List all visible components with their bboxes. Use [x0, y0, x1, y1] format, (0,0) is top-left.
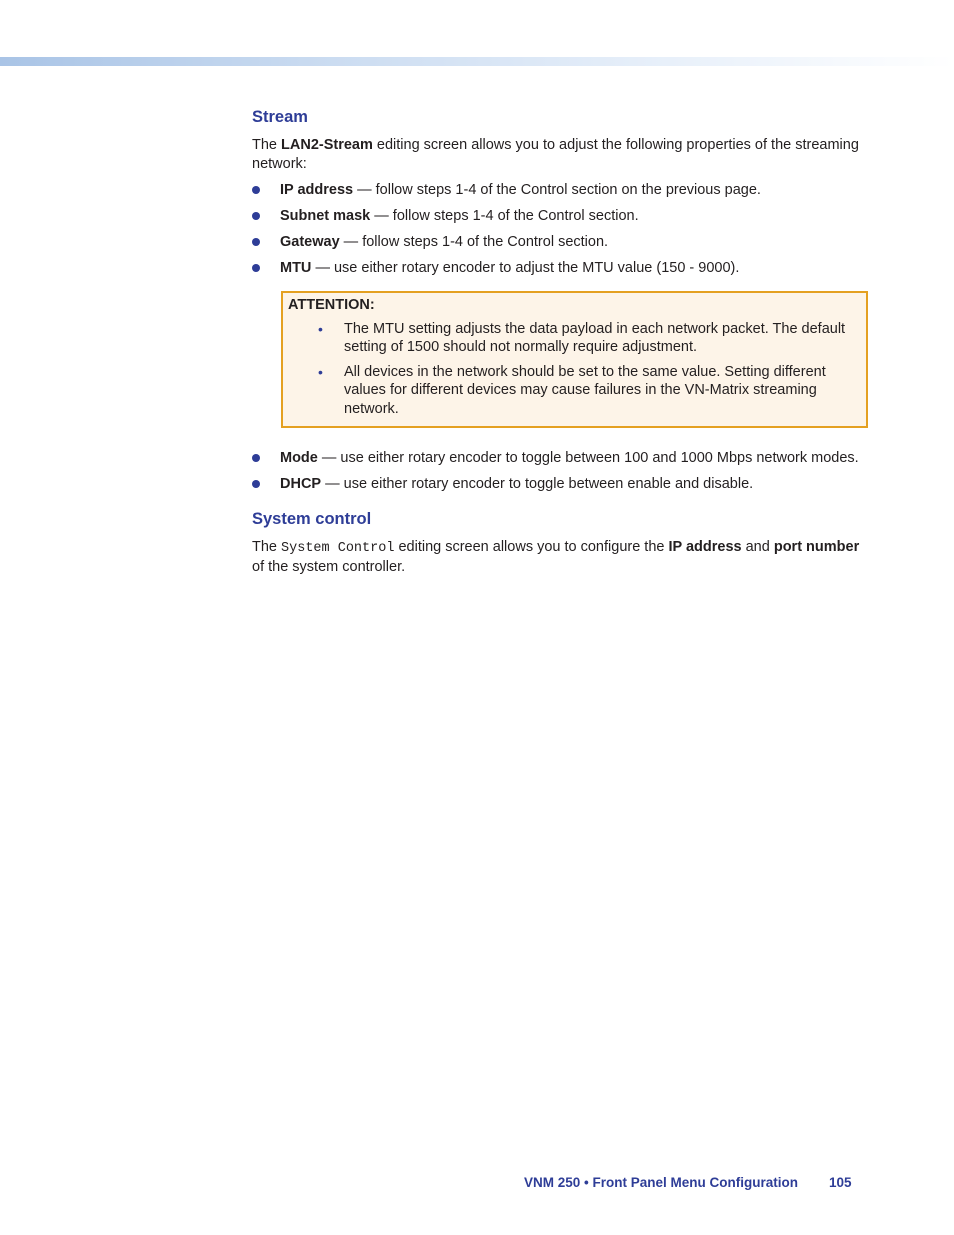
- list-item-term: Subnet mask: [280, 208, 371, 224]
- page-number: 105: [829, 1175, 852, 1190]
- sc-text-2: editing screen allows you to configure the: [394, 538, 669, 555]
- attention-item-text: All devices in the network should be set to the same value. Setting different values for different devices may cause failures in the VN-Matrix streaming network.: [344, 363, 826, 417]
- sc-text-4: of the system controller.: [252, 559, 406, 575]
- attention-title: ATTENTION:: [288, 296, 375, 313]
- page-content: [252, 107, 872, 585]
- stream-intro-bold: LAN2-Stream: [281, 137, 373, 153]
- section-heading-stream: Stream: [252, 108, 308, 126]
- list-item-term: Gateway: [280, 234, 340, 250]
- list-item: [252, 181, 872, 200]
- attention-item-text: The MTU setting adjusts the data payload in each network packet. The default setting of 1500 should not normally require adjustment.: [344, 320, 846, 355]
- system-control-paragraph: [252, 538, 872, 577]
- list-item-desc: — follow steps 1-4 of the Control section on the previous page.: [353, 182, 761, 198]
- bullet-icon: [252, 264, 260, 272]
- small-bullet-icon: •: [318, 363, 323, 380]
- list-item-desc: — use either rotary encoder to toggle between 100 and 1000 Mbps network modes.: [317, 450, 859, 466]
- list-item-desc: — use either rotary encoder to adjust the MTU value (150 - 9000).: [311, 260, 740, 276]
- attention-item: [288, 363, 858, 419]
- small-bullet-icon: •: [318, 320, 323, 337]
- list-item-term: Mode: [280, 450, 318, 466]
- list-item: [252, 449, 872, 468]
- sc-bold-1: IP address: [668, 538, 742, 555]
- list-item-term: IP address: [280, 182, 354, 198]
- footer-title: VNM 250 • Front Panel Menu Configuration: [524, 1175, 798, 1190]
- list-item: [252, 475, 872, 494]
- sc-text-3: and: [741, 538, 774, 555]
- bullet-icon: [252, 238, 260, 246]
- bullet-icon: [252, 212, 260, 220]
- section-heading-system-control: System control: [252, 509, 372, 528]
- attention-list: [288, 320, 858, 419]
- attention-item: [288, 320, 858, 357]
- list-item: [252, 259, 872, 278]
- stream-intro-pre: The: [252, 137, 282, 153]
- list-item: [252, 207, 872, 226]
- sc-text-1: The: [252, 538, 282, 555]
- bullet-icon: [252, 186, 260, 194]
- bullet-icon: [252, 480, 260, 488]
- list-item-desc: — follow steps 1-4 of the Control section.: [339, 234, 609, 250]
- bullet-icon: [252, 454, 260, 462]
- list-item-desc: — follow steps 1-4 of the Control section.: [370, 208, 639, 224]
- list-item-term: DHCP: [280, 476, 322, 492]
- list-item-term: MTU: [280, 260, 312, 276]
- stream-intro-post: editing screen allows you to adjust the following properties of the streaming network:: [252, 137, 859, 172]
- header-band: [0, 57, 954, 66]
- stream-intro: [252, 136, 872, 173]
- page-footer: [524, 1175, 852, 1190]
- sc-code: System Control: [281, 540, 395, 556]
- attention-box: [281, 291, 868, 429]
- list-item-desc: — use either rotary encoder to toggle between enable and disable.: [321, 476, 754, 492]
- stream-properties-list: [252, 181, 872, 278]
- sc-bold-2: port number: [773, 538, 860, 555]
- stream-properties-list-2: [252, 449, 872, 494]
- list-item: [252, 233, 872, 252]
